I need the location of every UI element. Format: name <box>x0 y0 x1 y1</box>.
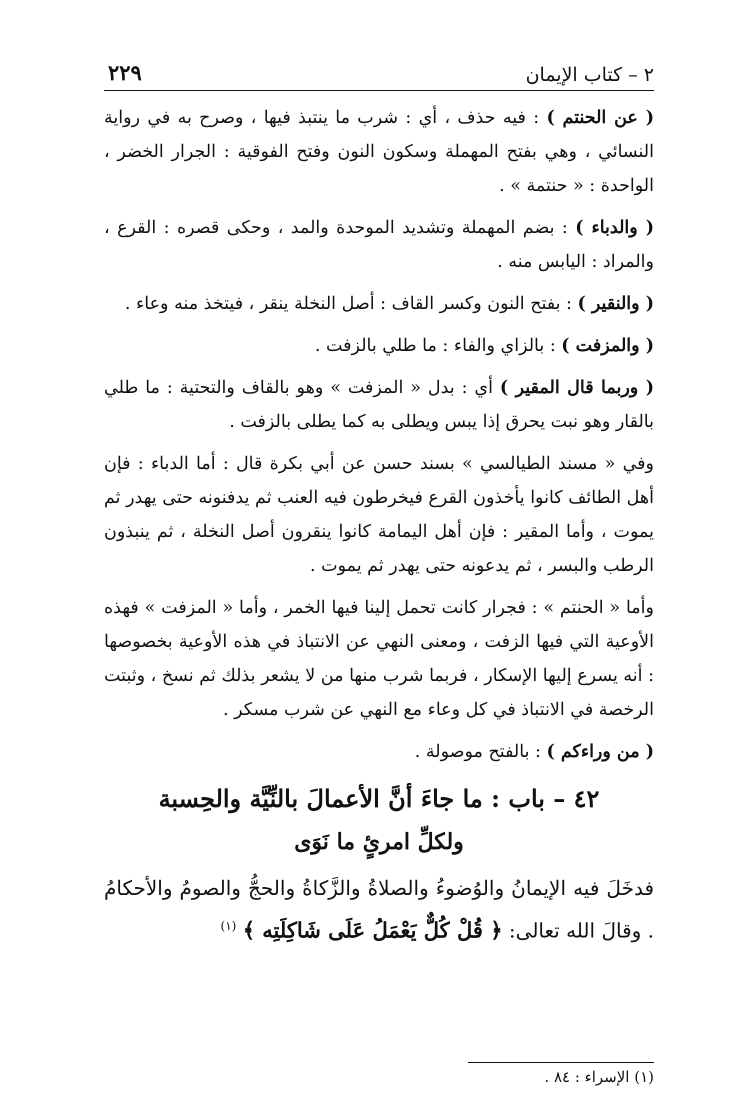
glossed-term: ( والدباء ) <box>575 218 654 238</box>
running-title: ٢ – كتاب الإيمان <box>525 64 654 86</box>
page-number: ٢٢٩ <box>108 60 142 85</box>
commentary-paragraph <box>104 591 654 727</box>
footnote-marker: (١) <box>220 919 237 933</box>
commentary-paragraph <box>104 447 654 583</box>
glossed-term: ( عن الحنتم ) <box>546 108 654 128</box>
commentary-paragraph <box>104 329 654 363</box>
commentary-paragraph <box>104 287 654 321</box>
footnote: (١) الإسراء : ٨٤ . <box>544 1068 654 1086</box>
chapter-subtitle: ولكلِّ امرئٍ ما نَوَى <box>294 829 464 855</box>
gloss-text: : فيه حذف ، أي : شرب ما ينتبذ فيها ، وصرح به في رواية النسائي ، وهي بفتح المهملة وسكون النون وفتح الفوقية : الجرار الخضر ، الواحدة : « حنتمة » . <box>104 108 654 196</box>
commentary-paragraph <box>104 211 654 279</box>
chapter-body <box>104 869 654 950</box>
glossed-term: ( من وراءكم ) <box>546 742 654 762</box>
chapter-section <box>104 777 654 950</box>
gloss-text: : بالفتح موصولة . <box>414 742 547 762</box>
quran-verse: ﴿ قُلْ كُلٌّ يَعْمَلُ عَلَى شَاكِلَتِه ﴾ <box>242 917 503 943</box>
glossed-term: ( والنقير ) <box>577 294 654 314</box>
footnote-divider <box>468 1062 654 1063</box>
gloss-text: : بضم المهملة وتشديد الموحدة والمد ، وحكى قصره : القرع ، والمراد : اليابس منه . <box>104 218 654 272</box>
glossed-term: ( وربما قال المقير ) <box>499 378 654 398</box>
commentary-paragraph <box>104 735 654 769</box>
gloss-text: وفي « مسند الطيالسي » بسند حسن عن أبي بكرة قال : أما الدباء : فإن أهل الطائف كانوا يأخذون القرع فيخرطون فيه العنب ثم يدفنونه حتى يهدر ثم يموت ، وأما المقير : فإن أهل اليمامة كانوا ينقرون أصل النخلة ، ثم ينبذون الرطب والبسر ، ثم يدعونه حتى يهدر ثم يموت . <box>104 454 654 576</box>
glossed-term: ( والمزفت ) <box>561 336 654 356</box>
commentary-body <box>104 101 654 769</box>
gloss-text: : بالزاي والفاء : ما طلي بالزفت . <box>314 336 562 356</box>
commentary-paragraph <box>104 371 654 439</box>
gloss-text: : بفتح النون وكسر القاف : أصل النخلة ينقر ، فيتخذ منه وعاء . <box>124 294 578 314</box>
chapter-body-text: فدخَلَ فيه الإيمانُ والوُضوءُ والصلاةُ والزَّكاةُ والحجُّ والصومُ والأحكامُ . وقالَ الله تعالى: <box>104 876 654 943</box>
page-header <box>104 58 654 91</box>
gloss-text: أي : بدل « المزفت » وهو بالقاف والتحتية : ما طلي بالقار وهو نبت يحرق إذا يبس ويطلى به كما يطلى بالزفت . <box>104 378 654 432</box>
commentary-paragraph <box>104 101 654 203</box>
chapter-title: ٤٢ – باب : ما جاءَ أنَّ الأعمالَ بالنِّيَّة والحِسبة <box>158 784 600 813</box>
gloss-text: وأما « الحنتم » : فجرار كانت تحمل إلينا فيها الخمر ، وأما « المزفت » فهذه الأوعية التي فيها الزفت ، ومعنى النهي عن الانتباذ في هذه الأوعية بخصوصها : أنه يسرع إليها الإسكار ، فربما شرب منها من لا يشعر بذلك ثم نسخ ، وثبتت الرخصة في الانتباذ في كل وعاء مع النهي عن شرب مسكر . <box>104 598 654 720</box>
